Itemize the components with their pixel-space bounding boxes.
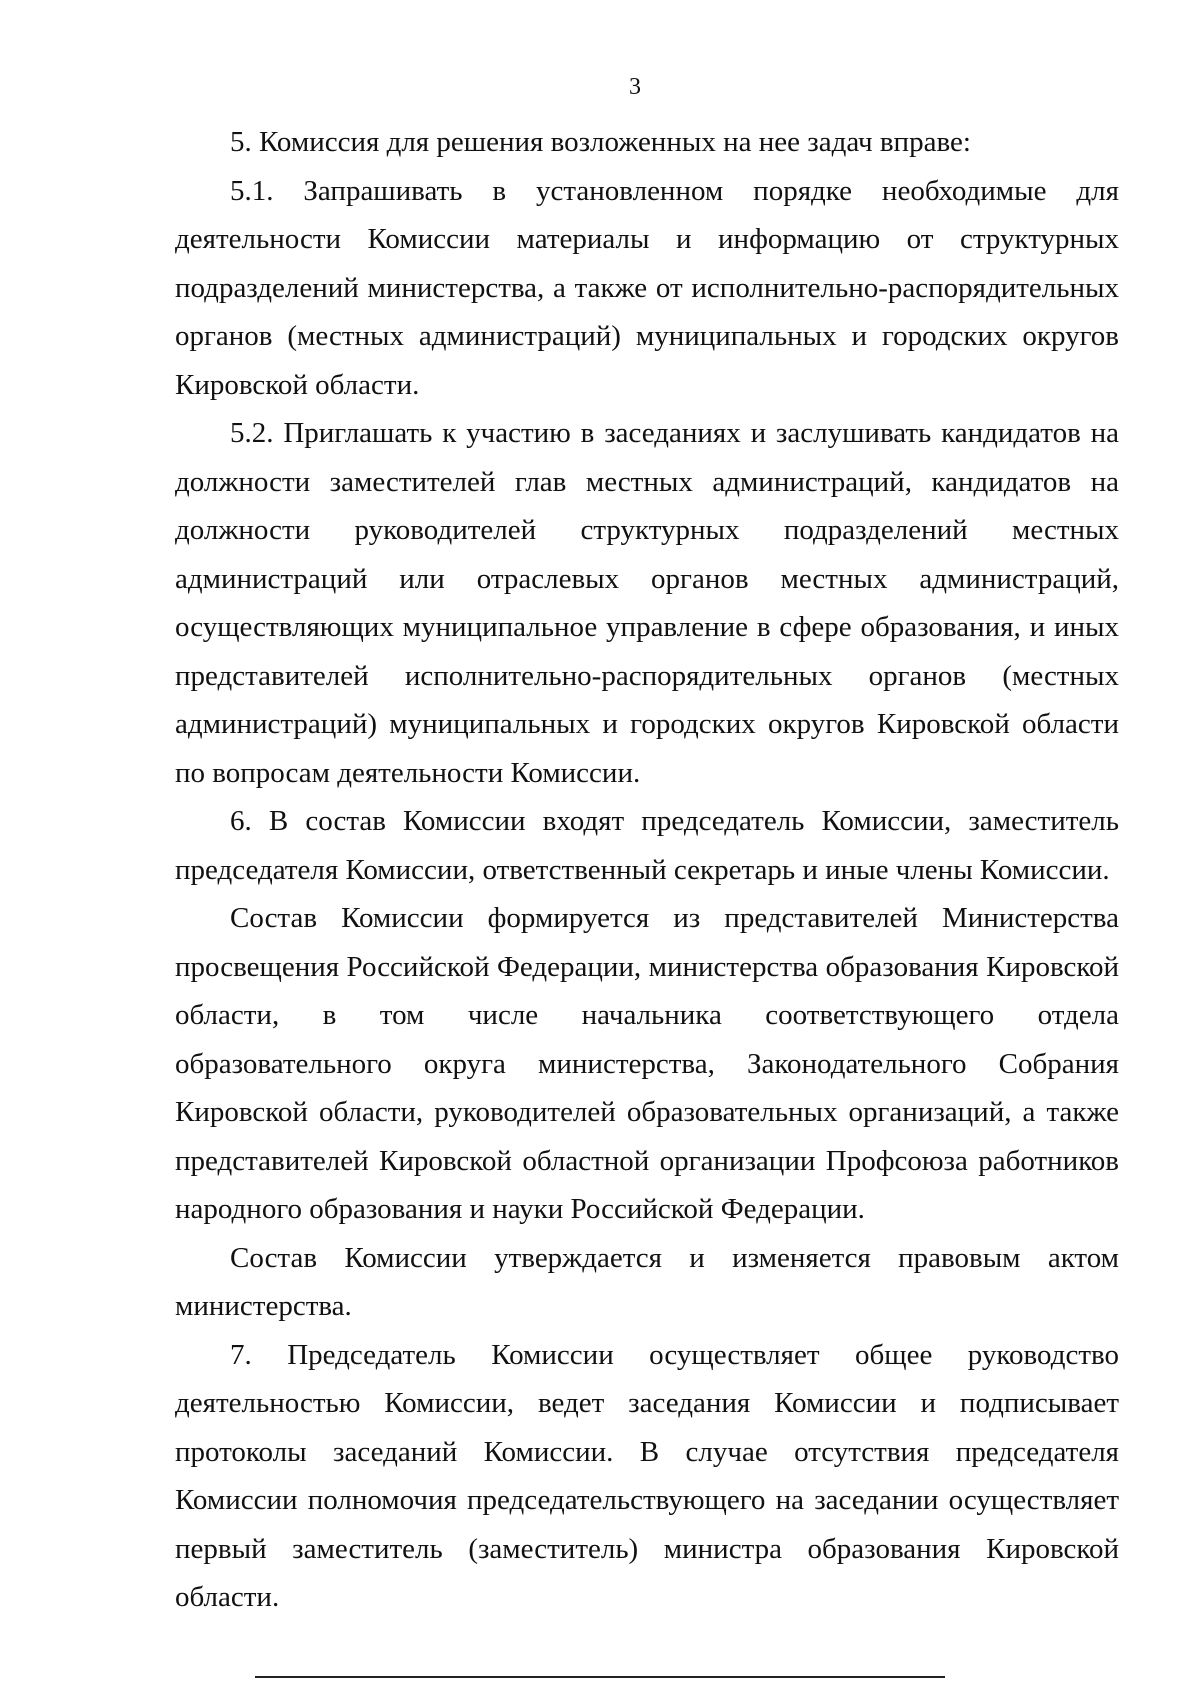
paragraph-5-2: 5.2. Приглашать к участию в заседаниях и заслушивать кандидатов на должности заместителей глав местных администраций, кандидатов на должности руководителей структурных подразделений местных администраций или отраслевых органов местных администраций, осуществляющих муниципальное управление в сфере образования, и иных представителей исполнительно-распорядительных органов (местных администраций) муниципальных и городских округов Кировской области по вопросам деятельности Комиссии. xyxy=(175,417,1119,789)
page-number: 3 xyxy=(629,74,641,100)
paragraph-6: 6. В состав Комиссии входят председатель Комиссии, заместитель председателя Комиссии, ответственный секретарь и иные члены Комиссии. xyxy=(175,805,1119,886)
paragraph-5: 5. Комиссия для решения возложенных на нее задач вправе: xyxy=(230,126,971,158)
footer-divider xyxy=(255,1676,945,1678)
paragraph-composition-approval: Состав Комиссии утверждается и изменяется правовым актом министерства. xyxy=(175,1241,1119,1322)
paragraph-7: 7. Председатель Комиссии осуществляет общее руководство деятельностью Комиссии, ведет заседания Комиссии и подписывает протоколы заседаний Комиссии. В случае отсутствия председателя Комиссии полномочия председательствующего на заседании осуществляет первый заместитель (заместитель) министра образования Кировской области. xyxy=(175,1338,1119,1613)
document-body xyxy=(175,118,1119,1622)
paragraph-commission-composition: Состав Комиссии формируется из представителей Министерства просвещения Российской Федерации, министерства образования Кировской области, в том числе начальника соответствующего отдела образовательного округа министерства, Законодательного Собрания Кировской области, руководителей образовательных организаций, а также представителей Кировской областной организации Профсоюза работников народного образования и науки Российской Федерации. xyxy=(175,902,1119,1225)
paragraph-5-1: 5.1. Запрашивать в установленном порядке необходимые для деятельности Комиссии материалы и информацию от структурных подразделений министерства, а также от исполнительно-распорядительных органов (местных администраций) муниципальных и городских округов Кировской области. xyxy=(175,174,1119,401)
